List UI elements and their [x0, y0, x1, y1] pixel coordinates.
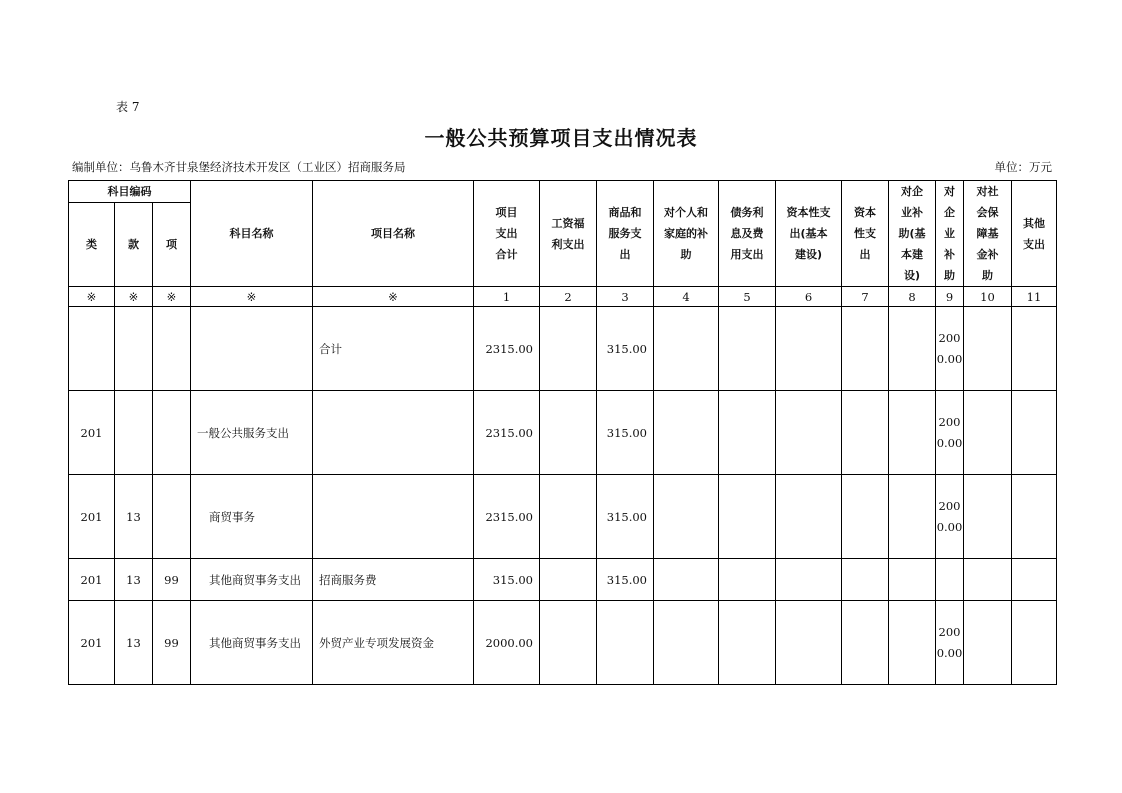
index-cell: 2 — [540, 287, 597, 307]
cell-project-total: 2315.00 — [474, 307, 540, 391]
index-row — [69, 287, 1057, 307]
cell-goods-services: 315.00 — [597, 391, 654, 475]
cell-capital — [842, 307, 889, 391]
cell-goods-services: 315.00 — [597, 475, 654, 559]
index-cell: 5 — [719, 287, 776, 307]
index-cell: ※ — [69, 287, 115, 307]
cell-capital-construction — [776, 307, 842, 391]
header-personal-subsidy: 对个人和 家庭的补 助 — [654, 181, 719, 287]
cell-goods-services — [597, 601, 654, 685]
cell-wage-welfare — [540, 475, 597, 559]
cell-enterprise-construction — [889, 601, 936, 685]
cell-enterprise-construction — [889, 559, 936, 601]
cell-goods-services: 315.00 — [597, 559, 654, 601]
index-cell: 9 — [936, 287, 964, 307]
cell-kuan — [115, 391, 153, 475]
cell-social-security — [964, 391, 1012, 475]
cell-subject-name: 其他商贸事务支出 — [191, 559, 313, 601]
cell-enterprise-subsidy: 2000.00 — [936, 391, 964, 475]
cell-xiang — [153, 391, 191, 475]
cell-subject-name: 商贸事务 — [191, 475, 313, 559]
header-goods-services: 商品和 服务支 出 — [597, 181, 654, 287]
header-xiang: 项 — [153, 203, 191, 287]
cell-project-total: 2000.00 — [474, 601, 540, 685]
cell-wage-welfare — [540, 601, 597, 685]
index-cell: ※ — [115, 287, 153, 307]
index-cell: 1 — [474, 287, 540, 307]
cell-capital — [842, 559, 889, 601]
cell-lei — [69, 307, 115, 391]
cell-project-total: 315.00 — [474, 559, 540, 601]
cell-debt-interest — [719, 307, 776, 391]
cell-social-security — [964, 601, 1012, 685]
currency-unit: 单位：万元 — [994, 160, 1052, 174]
cell-project-name — [313, 391, 474, 475]
header-subject-name: 科目名称 — [191, 181, 313, 287]
cell-capital — [842, 391, 889, 475]
cell-debt-interest — [719, 391, 776, 475]
cell-personal-subsidy — [654, 391, 719, 475]
cell-other — [1012, 601, 1057, 685]
index-cell: 3 — [597, 287, 654, 307]
cell-social-security — [964, 475, 1012, 559]
cell-other — [1012, 475, 1057, 559]
header-capital: 资本 性支 出 — [842, 181, 889, 287]
cell-project-name: 外贸产业专项发展资金 — [313, 601, 474, 685]
index-cell: 11 — [1012, 287, 1057, 307]
index-cell: 6 — [776, 287, 842, 307]
cell-project-name: 合计 — [313, 307, 474, 391]
cell-enterprise-subsidy: 2000.00 — [936, 601, 964, 685]
cell-kuan — [115, 307, 153, 391]
cell-wage-welfare — [540, 559, 597, 601]
cell-project-total: 2315.00 — [474, 391, 540, 475]
cell-goods-services: 315.00 — [597, 307, 654, 391]
cell-debt-interest — [719, 559, 776, 601]
header-enterprise-construction: 对企 业补 助(基 本建 设) — [889, 181, 936, 287]
cell-enterprise-construction — [889, 475, 936, 559]
cell-subject-name: 一般公共服务支出 — [191, 391, 313, 475]
cell-capital — [842, 601, 889, 685]
cell-lei: 201 — [69, 601, 115, 685]
cell-enterprise-construction — [889, 391, 936, 475]
index-cell: ※ — [191, 287, 313, 307]
cell-other — [1012, 307, 1057, 391]
header-project-name: 项目名称 — [313, 181, 474, 287]
cell-personal-subsidy — [654, 601, 719, 685]
cell-capital-construction — [776, 601, 842, 685]
cell-xiang: 99 — [153, 559, 191, 601]
cell-subject-name: 其他商贸事务支出 — [191, 601, 313, 685]
header-subject-code: 科目编码 — [69, 181, 191, 203]
cell-capital-construction — [776, 475, 842, 559]
cell-other — [1012, 391, 1057, 475]
cell-xiang — [153, 475, 191, 559]
compiling-unit: 编制单位：乌鲁木齐甘泉堡经济技术开发区（工业区）招商服务局 — [72, 160, 406, 174]
header-enterprise-subsidy: 对 企 业 补 助 — [936, 181, 964, 287]
header-other: 其他 支出 — [1012, 181, 1057, 287]
table-row — [69, 391, 1057, 475]
cell-debt-interest — [719, 475, 776, 559]
cell-personal-subsidy — [654, 475, 719, 559]
cell-capital-construction — [776, 559, 842, 601]
cell-social-security — [964, 307, 1012, 391]
cell-personal-subsidy — [654, 559, 719, 601]
cell-lei: 201 — [69, 475, 115, 559]
cell-enterprise-construction — [889, 307, 936, 391]
data-rows — [69, 307, 1057, 685]
cell-other — [1012, 559, 1057, 601]
cell-debt-interest — [719, 601, 776, 685]
page-title: 一般公共预算项目支出情况表 — [424, 126, 698, 150]
cell-project-name — [313, 475, 474, 559]
cell-enterprise-subsidy: 2000.00 — [936, 475, 964, 559]
header-kuan: 款 — [115, 203, 153, 287]
index-cell: ※ — [313, 287, 474, 307]
cell-capital — [842, 475, 889, 559]
cell-project-name: 招商服务费 — [313, 559, 474, 601]
cell-kuan: 13 — [115, 559, 153, 601]
cell-xiang: 99 — [153, 601, 191, 685]
index-cell: ※ — [153, 287, 191, 307]
cell-lei: 201 — [69, 559, 115, 601]
header-lei: 类 — [69, 203, 115, 287]
header-row-1 — [69, 181, 1057, 203]
cell-capital-construction — [776, 391, 842, 475]
cell-enterprise-subsidy — [936, 559, 964, 601]
header-social-security: 对社 会保 障基 金补 助 — [964, 181, 1012, 287]
cell-kuan: 13 — [115, 601, 153, 685]
cell-lei: 201 — [69, 391, 115, 475]
cell-wage-welfare — [540, 307, 597, 391]
cell-xiang — [153, 307, 191, 391]
header-capital-construction: 资本性支 出(基本 建设) — [776, 181, 842, 287]
cell-social-security — [964, 559, 1012, 601]
index-cell: 4 — [654, 287, 719, 307]
table-row — [69, 601, 1057, 685]
index-cell: 7 — [842, 287, 889, 307]
header-debt-interest: 债务利 息及费 用支出 — [719, 181, 776, 287]
cell-personal-subsidy — [654, 307, 719, 391]
header-wage-welfare: 工资福 利支出 — [540, 181, 597, 287]
table-number: 表 7 — [116, 100, 140, 114]
cell-enterprise-subsidy: 2000.00 — [936, 307, 964, 391]
index-cell: 8 — [889, 287, 936, 307]
budget-table — [68, 180, 1057, 685]
table-row — [69, 559, 1057, 601]
cell-subject-name — [191, 307, 313, 391]
table-row — [69, 475, 1057, 559]
cell-wage-welfare — [540, 391, 597, 475]
cell-kuan: 13 — [115, 475, 153, 559]
header-project-total: 项目 支出 合计 — [474, 181, 540, 287]
cell-project-total: 2315.00 — [474, 475, 540, 559]
table-row — [69, 307, 1057, 391]
index-cell: 10 — [964, 287, 1012, 307]
